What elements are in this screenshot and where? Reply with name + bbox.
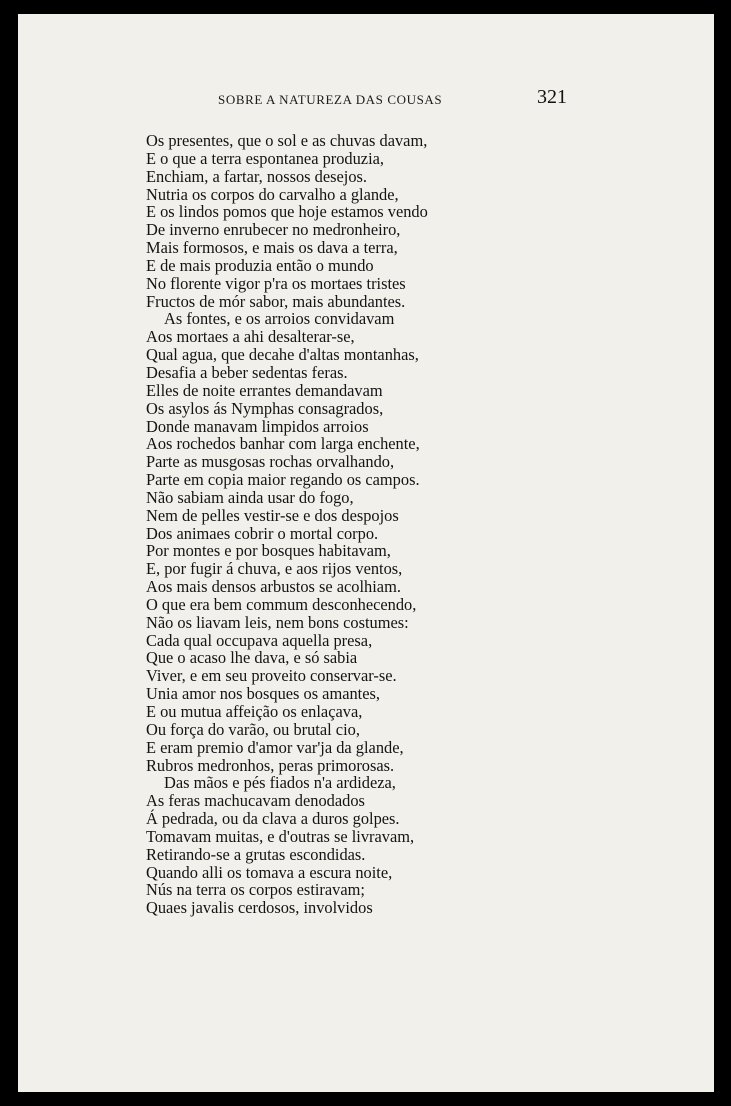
- verse-line: E de mais produzia então o mundo: [146, 255, 374, 275]
- verse-line: Qual agua, que decahe d'altas montanhas,: [146, 345, 419, 365]
- verse-line: Elles de noite errantes demandavam: [146, 380, 383, 400]
- verse-line: Parte as musgosas rochas orvalhando,: [146, 452, 395, 472]
- verse-line: Rubros medronhos, peras primorosas.: [146, 755, 395, 775]
- verse-line: Nutria os corpos do carvalho a glande,: [146, 184, 399, 204]
- verse-line: E os lindos pomos que hoje estamos vendo: [146, 202, 428, 222]
- verse-line: Por montes e por bosques habitavam,: [146, 541, 391, 561]
- verse-line: E eram premio d'amor var'ja da glande,: [146, 737, 404, 757]
- verse-line: Retirando-se a grutas escondidas.: [146, 844, 366, 864]
- verse-line: E o que a terra espontanea produzia,: [146, 148, 385, 168]
- verse-line: Aos rochedos banhar com larga enchente,: [146, 434, 420, 454]
- verse-line: Nús na terra os corpos estiravam;: [146, 880, 365, 900]
- verse-line: Desafia a beber sedentas feras.: [146, 362, 348, 382]
- verse-line: De inverno enrubecer no medronheiro,: [146, 220, 401, 240]
- verse-line: As fontes, e os arroios convidavam: [164, 309, 395, 329]
- verse-line: E, por fugir á chuva, e aos rijos ventos,: [146, 559, 403, 579]
- verse-line: Quaes javalis cerdosos, involvidos: [146, 898, 373, 918]
- verse-line: Os asylos ás Nymphas consagrados,: [146, 398, 384, 418]
- verse-line: Que o acaso lhe dava, e só sabia: [146, 648, 358, 668]
- verse-line: Unia amor nos bosques os amantes,: [146, 684, 380, 704]
- verse-line: Tomavam muitas, e d'outras se livravam,: [146, 826, 415, 846]
- verse-line: Dos animaes cobrir o mortal corpo.: [146, 523, 379, 543]
- verse-line: Não os liavam leis, nem bons costumes:: [146, 612, 409, 632]
- verse-line: Viver, e em seu proveito conservar-se.: [146, 666, 397, 686]
- verse-line: Quando alli os tomava a escura noite,: [146, 862, 393, 882]
- verse-line: Ou força do varão, ou brutal cio,: [146, 719, 360, 739]
- verse-line: Nem de pelles vestir-se e dos despojos: [146, 505, 399, 525]
- verse-line: Fructos de mór sabor, mais abundantes.: [146, 291, 406, 311]
- verse-line: Não sabiam ainda usar do fogo,: [146, 487, 354, 507]
- verse-line: Aos mais densos arbustos se acolhiam.: [146, 577, 401, 597]
- verse-line: Cada qual occupava aquella presa,: [146, 630, 373, 650]
- verse-line: Das mãos e pés fiados n'a ardideza,: [164, 773, 396, 793]
- verse-line: Os presentes, que o sol e as chuvas davam,: [146, 131, 428, 150]
- verse-line: Aos mortaes a ahi desalterar-se,: [146, 327, 355, 347]
- poem-text: [146, 132, 428, 917]
- book-page: [18, 14, 714, 1092]
- verse-line: No florente vigor p'ra os mortaes tristes: [146, 273, 406, 293]
- running-title: SOBRE A NATUREZA DAS COUSAS: [218, 92, 443, 107]
- verse-line: Enchiam, a fartar, nossos desejos.: [146, 166, 368, 186]
- verse-line: E ou mutua affeição os enlaçava,: [146, 702, 363, 721]
- verse-line: O que era bem commum desconhecendo,: [146, 594, 417, 614]
- verse-line: Mais formosos, e mais os dava a terra,: [146, 238, 398, 258]
- verse-line: Parte em copia maior regando os campos.: [146, 470, 420, 490]
- page-number: 321: [537, 86, 567, 108]
- verse-line: Á pedrada, ou da clava a duros golpes.: [146, 809, 400, 829]
- verse-line: As feras machucavam denodados: [146, 791, 365, 811]
- verse-line: Donde manavam limpidos arroios: [146, 416, 369, 436]
